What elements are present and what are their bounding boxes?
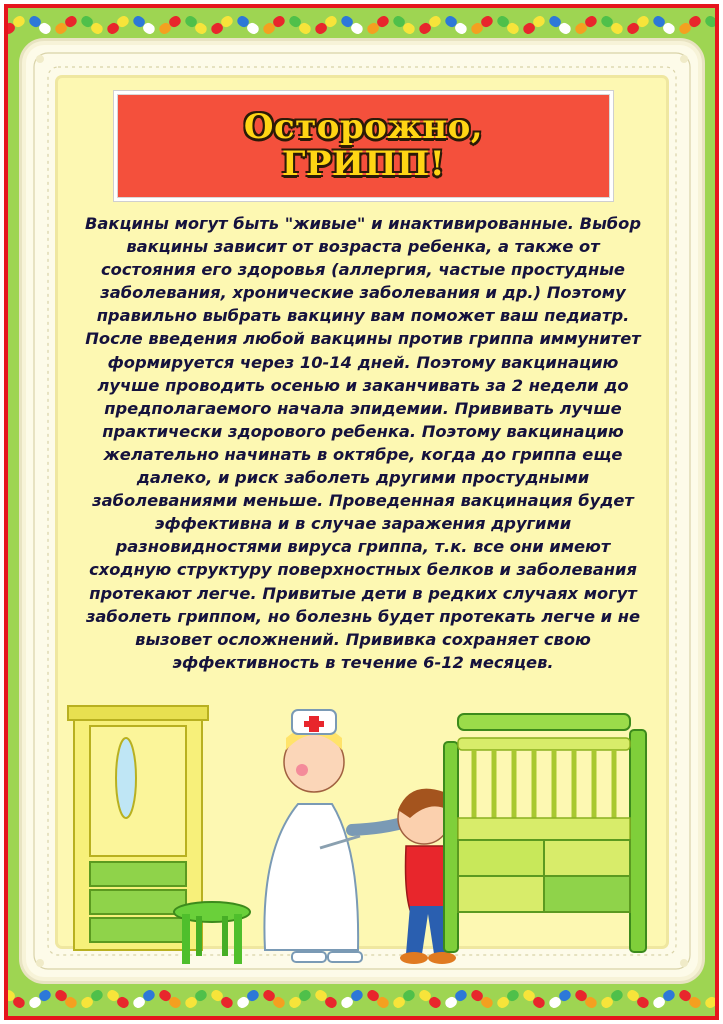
title-banner (117, 94, 610, 198)
vaccination-text: Вакцины могут быть "живые" и инактивированные. Выбор вакцины зависит от возраста ребенка, а также от состояния его здоровья (аллергия, частые простудные заболевания, хронические заболевания и др.) Поэтому правильно выбрать вакцину вам поможет ваш педиатр. После введения любой вакцины против гриппа иммунитет формируется через 10-14 дней. Поэтому вакцинацию лучше проводить осенью и заканчивать за 2 недели до предполагаемого начала эпидемии. Прививать лучше практически здорового ребенка. Поэтому вакцинацию желательно начинать в октябре, когда до гриппа еще далеко, и риск заболеть другими простудными заболеваниями меньше. Проведенная вакцинация будет эффективна и в случае заражения другими разновидностями вируса гриппа, т.к. все они имеют сходную структуру поверхностных белков и заболевания протекают легче. Привитые дети в редких случаях могут заболеть гриппом, но болезнь будет протекать легче и не вызовет осложнений. Прививка сохраняет свою эффективность в течение 6-12 месяцев. (85, 214, 641, 672)
title-line-1: Осторожно, (243, 107, 484, 147)
pill-border-bottom (8, 982, 715, 1016)
stool-icon (174, 902, 250, 964)
crib-icon (444, 714, 646, 952)
nurse-icon (264, 710, 412, 962)
pill-border-top (8, 8, 715, 42)
nursery-illustration (60, 700, 666, 980)
title-line-2: ГРИПП! (281, 144, 446, 184)
